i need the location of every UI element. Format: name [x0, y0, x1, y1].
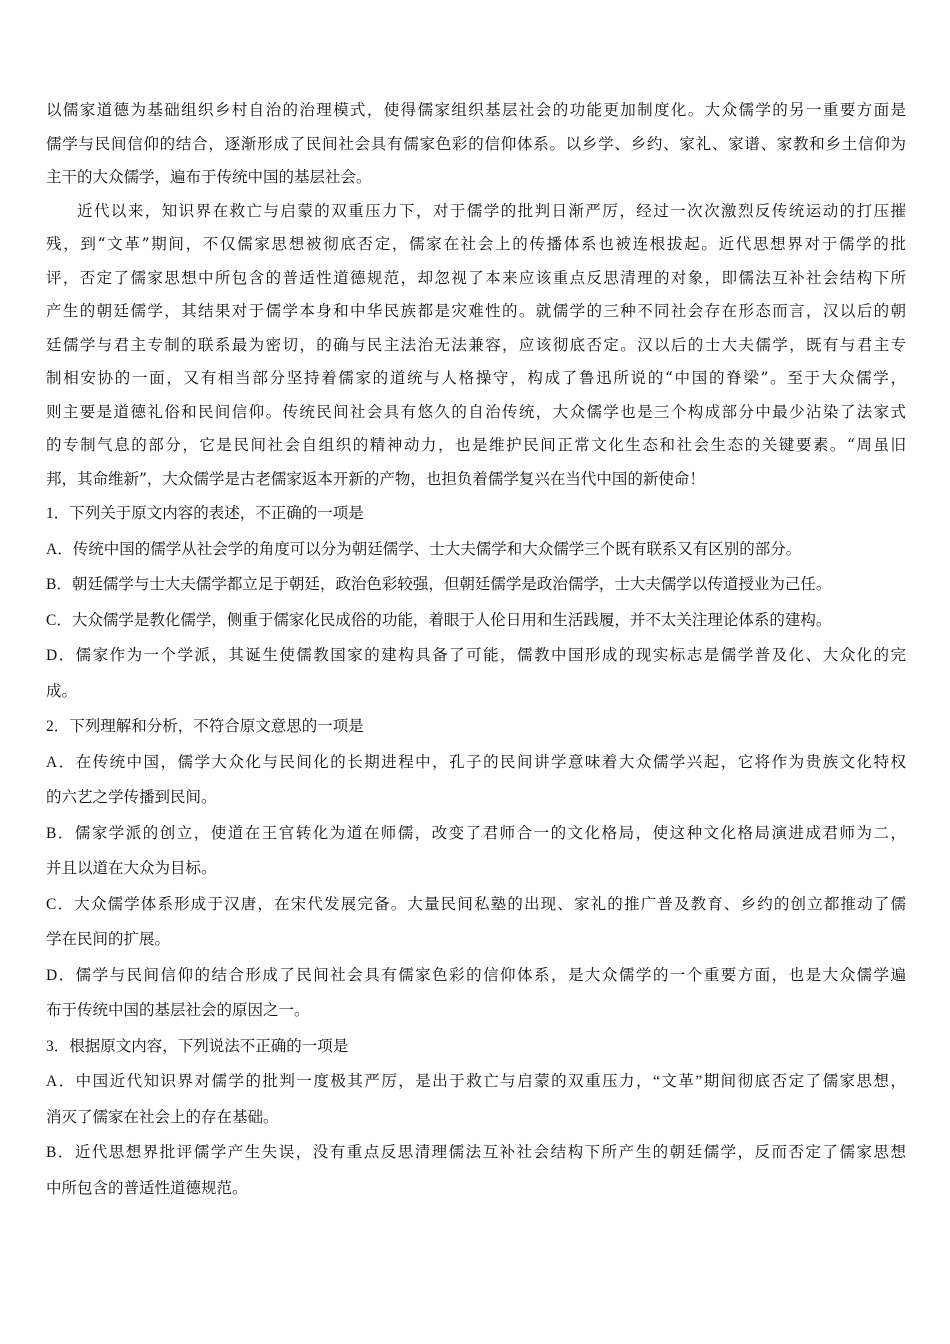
option-c: C．大众儒学是教化儒学，侧重于儒家化民成俗的功能，着眼于人伦日用和生活践履，并不太关注理论体系的建构。 — [46, 611, 832, 629]
question-stem: 2．下列理解和分析，不符合原文意思的一项是 — [46, 718, 364, 735]
passage-line: 以儒家道德为基础组织乡村自治的治理模式，使得儒家组织基层社会的功能更加制度化。大众儒学的另一重要方面是 — [46, 101, 906, 119]
option-b: B．儒家学派的创立，使道在王官转化为道在师儒，改变了君师合一的文化格局，使这种文化格局演进成君师为二， — [46, 824, 906, 842]
option-a-continued: 的六艺之学传播到民间。 — [46, 789, 217, 806]
passage-line: 儒学与民间信仰的结合，逐渐形成了民间社会具有儒家色彩的信仰体系。以乡学、乡约、家礼、家谱、家教和乡土信仰为 — [46, 134, 906, 153]
option-b: B．近代思想界批评儒学产生失误，没有重点反思清理儒法互补社会结构下所产生的朝廷儒学，反而否定了儒家思想 — [46, 1144, 906, 1161]
option-a: A．传统中国的儒学从社会学的角度可以分为朝廷儒学、士大夫儒学和大众儒学三个既有联系又有区别的部分。 — [46, 540, 802, 558]
option-c-continued: 学在民间的扩展。 — [46, 931, 171, 948]
passage-line: 制相安协的一面，又有相当部分坚持着儒家的道统与人格操守，构成了鲁迅所说的“中国的脊梁”。至于大众儒学， — [46, 369, 906, 387]
option-d-continued: 布于传统中国的基层社会的原因之一。 — [46, 1002, 310, 1019]
option-b-continued: 并且以道在大众为目标。 — [46, 860, 217, 877]
question-stem: 1．下列关于原文内容的表述，不正确的一项是 — [46, 505, 364, 522]
option-c: C．大众儒学体系形成于汉唐，在宋代发展完备。大量民间私塾的出现、家礼的推广普及教育、乡约的创立都推动了儒 — [46, 895, 906, 913]
question-stem: 3．根据原文内容，下列说法不正确的一项是 — [46, 1037, 349, 1055]
passage-line: 主干的大众儒学，遍布于传统中国的基层社会。 — [46, 168, 372, 186]
option-b-continued: 中所包含的普适性道德规范。 — [46, 1179, 248, 1197]
option-a-continued: 消灭了儒家在社会上的存在基础。 — [46, 1108, 279, 1126]
question-1 — [46, 496, 906, 709]
passage-line: 残，到“文革”期间，不仅儒家思想被彻底否定，儒家在社会上的传播体系也被连根拔起。近代思想界对于儒学的批 — [46, 235, 906, 253]
passage-line: 评，否定了儒家思想中所包含的普适性道德规范，却忽视了本来应该重点反思清理的对象，即儒法互补社会结构下所 — [46, 268, 906, 287]
passage-line: 则主要是道德礼俗和民间信仰。传统民间社会具有悠久的自治传统，大众儒学也是三个构成部分中最少沾染了法家式 — [46, 402, 906, 421]
passage-line: 廷儒学与君主专制的联系最为密切，的确与民主法治无法兼容，应该彻底否定。汉以后的士大夫儒学，既有与君主专 — [46, 335, 906, 354]
passage-line: 近代以来，知识界在救亡与启蒙的双重压力下，对于儒学的批判日渐严厉，经过一次次激烈反传统运动的打压摧 — [77, 201, 906, 220]
option-d: D．儒学与民间信仰的结合形成了民间社会具有儒家色彩的信仰体系，是大众儒学的一个重要方面，也是大众儒学遍 — [46, 966, 906, 984]
option-a: A．中国近代知识界对儒学的批判一度极其严厉，是出于救亡与启蒙的双重压力，“文革”期间彻底否定了儒家思想， — [46, 1073, 906, 1090]
question-2 — [46, 709, 906, 1029]
passage-line: 的专制气息的部分，它是民间社会自组织的精神动力，也是维护民间正常文化生态和社会生态的关键要素。“周虽旧 — [46, 436, 906, 454]
option-d: D．儒家作为一个学派，其诞生使儒教国家的建构具备了可能，儒教中国形成的现实标志是儒学普及化、大众化的完 — [46, 647, 906, 664]
passage-line: 产生的朝廷儒学，其结果对于儒学本身和中华民族都是灾难性的。就儒学的三种不同社会存在形态而言，汉以后的朝 — [46, 302, 906, 320]
option-b: B．朝廷儒学与士大夫儒学都立足于朝廷，政治色彩较强，但朝廷儒学是政治儒学，士大夫儒学以传道授业为己任。 — [46, 576, 832, 593]
passage-line: 邦，其命维新”，大众儒学是古老儒家返本开新的产物，也担负着儒学复兴在当代中国的新使命！ — [46, 469, 705, 488]
option-d-continued: 成。 — [46, 682, 78, 700]
document-page — [46, 94, 906, 1206]
option-a: A．在传统中国，儒学大众化与民间化的长期进程中，孔子的民间讲学意味着大众儒学兴起，它将作为贵族文化特权 — [46, 753, 906, 771]
passage — [46, 94, 906, 496]
question-3 — [46, 1029, 906, 1207]
